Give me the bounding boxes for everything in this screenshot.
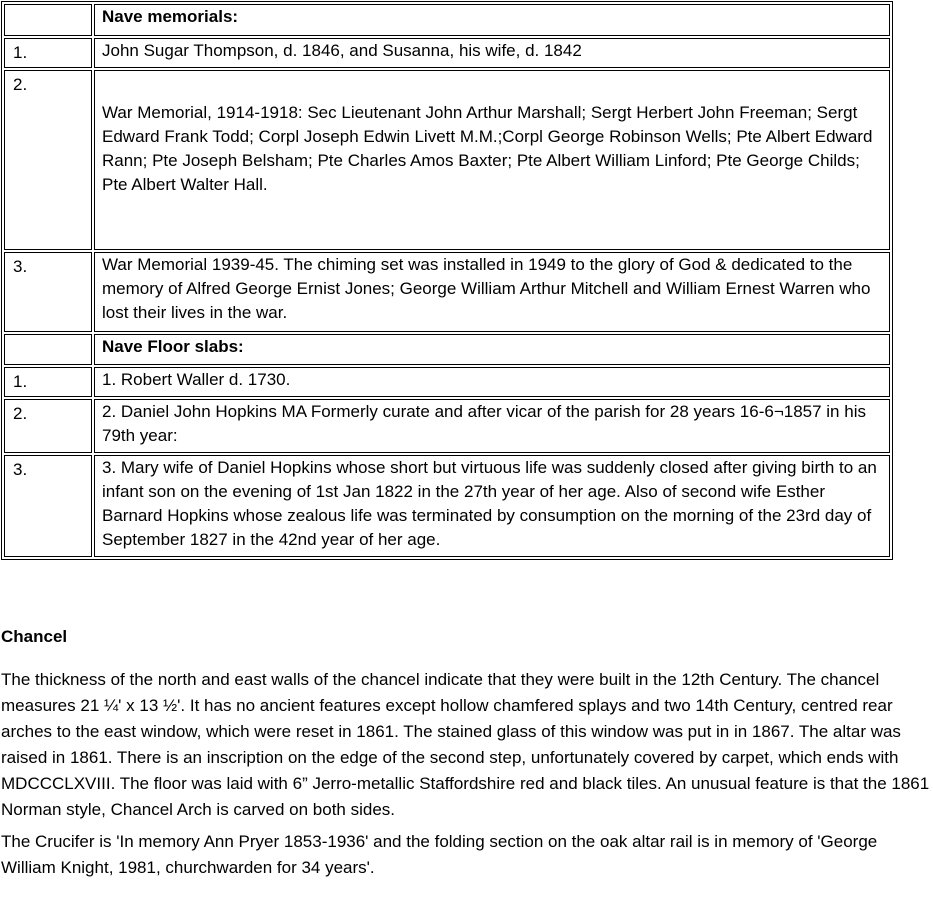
table-row bbox=[4, 334, 890, 365]
row-number: 2. bbox=[4, 399, 92, 453]
table-row bbox=[4, 4, 890, 36]
row-number: 1. bbox=[4, 367, 92, 397]
slab-text: 3. Mary wife of Daniel Hopkins whose short but virtuous life was suddenly closed after giving birth to an infant son on the evening of 1st Jan 1822 in the 27th year of her age. Also of second wife Esther Barnard Hopkins whose zealous life was terminated by consumption on the morning of the 23rd day of September 1827 in the 42nd year of her age. bbox=[94, 455, 890, 557]
slab-text: 1. Robert Waller d. 1730. bbox=[94, 367, 890, 397]
table-row bbox=[4, 38, 890, 68]
row-number: 1. bbox=[4, 38, 92, 68]
memorials-table bbox=[1, 1, 893, 560]
chancel-paragraph: The Crucifer is 'In memory Ann Pryer 1853-1936' and the folding section on the oak altar rail is in memory of 'George William Knight, 1981, churchwarden for 34 years'. bbox=[1, 832, 878, 877]
chancel-paragraph: The thickness of the north and east walls of the chancel indicate that they were built in the 12th Century. The chancel measures 21 ¼' x 13 ½'. It has no ancient features except hollow chamfered splays and two 14th Century, centred rear arches to the east window, which were reset in 1861. The stained glass of this window was put in in 1867. The altar was raised in 1861. There is an inscription on the edge of the second step, unfortunately covered by carpet, which ends with MDCCCLXVIII. The floor was laid with 6” Jerro-metallic Staffordshire red and black tiles. An unusual feature is that the 1861 Norman style, Chancel Arch is carved on both sides. bbox=[1, 670, 930, 819]
slab-text: 2. Daniel John Hopkins MA Formerly curate and after vicar of the parish for 28 years 16-6¬1857 in his 79th year: bbox=[94, 399, 890, 453]
table-row bbox=[4, 399, 890, 453]
nave-memorials-heading: Nave memorials: bbox=[94, 4, 890, 36]
row-number: 3. bbox=[4, 455, 92, 557]
row-number: 3. bbox=[4, 252, 92, 332]
table-cell-empty bbox=[4, 4, 92, 36]
table-row bbox=[4, 70, 890, 250]
nave-floor-heading: Nave Floor slabs: bbox=[94, 334, 890, 365]
chancel-heading: Chancel bbox=[1, 627, 68, 646]
chancel-section bbox=[1, 625, 931, 887]
table-row bbox=[4, 455, 890, 557]
memorial-text: John Sugar Thompson, d. 1846, and Susanna, his wife, d. 1842 bbox=[94, 38, 890, 68]
table-row bbox=[4, 252, 890, 332]
memorial-text: War Memorial 1939-45. The chiming set was installed in 1949 to the glory of God & dedicated to the memory of Alfred George Ernist Jones; George William Arthur Mitchell and William Ernest Warren who lost their lives in the war. bbox=[94, 252, 890, 332]
row-number: 2. bbox=[4, 70, 92, 250]
table-row bbox=[4, 367, 890, 397]
memorial-text: War Memorial, 1914-1918: Sec Lieutenant John Arthur Marshall; Sergt Herbert John Freeman; Sergt Edward Frank Todd; Corpl Joseph Edwin Livett M.M.;Corpl George Robinson Wells; Pte Albert Edward Rann; Pte Joseph Belsham; Pte Charles Amos Baxter; Pte Albert William Linford; Pte George Childs; Pte Albert Walter Hall. bbox=[94, 70, 890, 250]
table-cell-empty bbox=[4, 334, 92, 365]
